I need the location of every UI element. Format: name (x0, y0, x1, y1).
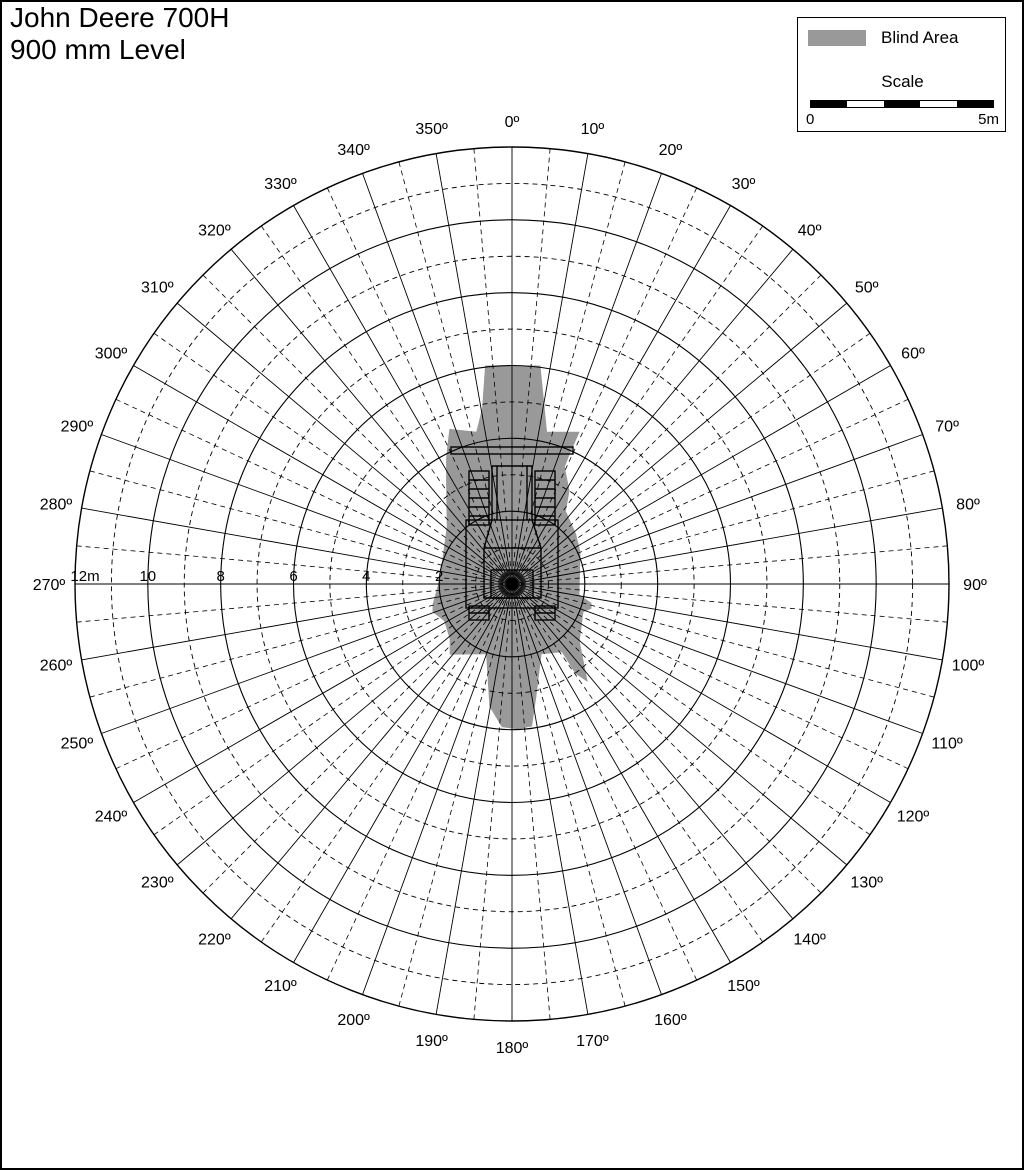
angle-label: 240º (94, 808, 128, 826)
radial-label: 2 (435, 568, 444, 585)
radial-label: 4 (362, 568, 371, 585)
scale-title: Scale (881, 72, 924, 91)
angle-label: 70º (935, 418, 959, 436)
angle-label: 150º (727, 978, 760, 995)
title-machine: John Deere 700H (10, 2, 230, 33)
angle-label: 90º (963, 577, 987, 594)
angle-label: 320º (198, 222, 231, 240)
angle-label: 180º (495, 1040, 529, 1057)
angle-label: 210º (264, 978, 297, 995)
angle-label: 290º (60, 418, 94, 436)
angle-label: 30º (731, 176, 756, 193)
angle-label: 40º (797, 222, 822, 240)
angle-label: 50º (854, 279, 879, 297)
operator-eye-point (506, 578, 518, 590)
angle-label: 110º (931, 735, 963, 753)
angle-label: 260º (39, 657, 73, 675)
angle-label: 0º (504, 114, 520, 131)
angle-label: 170º (576, 1033, 609, 1050)
angle-label: 140º (793, 931, 826, 949)
angle-label: 230º (141, 874, 174, 892)
angle-label: 200º (337, 1012, 370, 1030)
radial-label: 6 (289, 568, 298, 585)
angle-label: 330º (264, 176, 297, 193)
legend (797, 17, 1006, 132)
angle-label: 300º (94, 345, 128, 363)
radial-label: 10 (139, 568, 157, 585)
angle-label: 20º (658, 141, 683, 159)
angle-label: 250º (60, 735, 94, 753)
radial-label: 12m (70, 568, 100, 585)
radial-label: 8 (216, 568, 225, 585)
angle-label: 190º (415, 1033, 448, 1050)
angle-label: 60º (901, 345, 925, 363)
scale-max-label: 5m (978, 111, 999, 128)
blind-area-swatch (808, 30, 866, 46)
angle-label: 10º (580, 121, 605, 138)
angle-label: 280º (39, 496, 73, 514)
scale-bar (810, 100, 994, 108)
angle-label: 120º (896, 808, 930, 826)
angle-label: 220º (198, 931, 231, 949)
angle-label: 270º (32, 577, 66, 594)
angle-label: 160º (654, 1012, 687, 1030)
angle-label: 130º (850, 874, 883, 892)
angle-label: 310º (141, 279, 174, 297)
title-level: 900 mm Level (10, 34, 186, 65)
blind-area-label: Blind Area (881, 28, 959, 47)
angle-label: 340º (337, 141, 370, 159)
angle-label: 100º (951, 657, 985, 675)
angle-label: 80º (956, 496, 980, 514)
angle-label: 350º (415, 121, 448, 138)
scale-min-label: 0 (806, 111, 815, 128)
